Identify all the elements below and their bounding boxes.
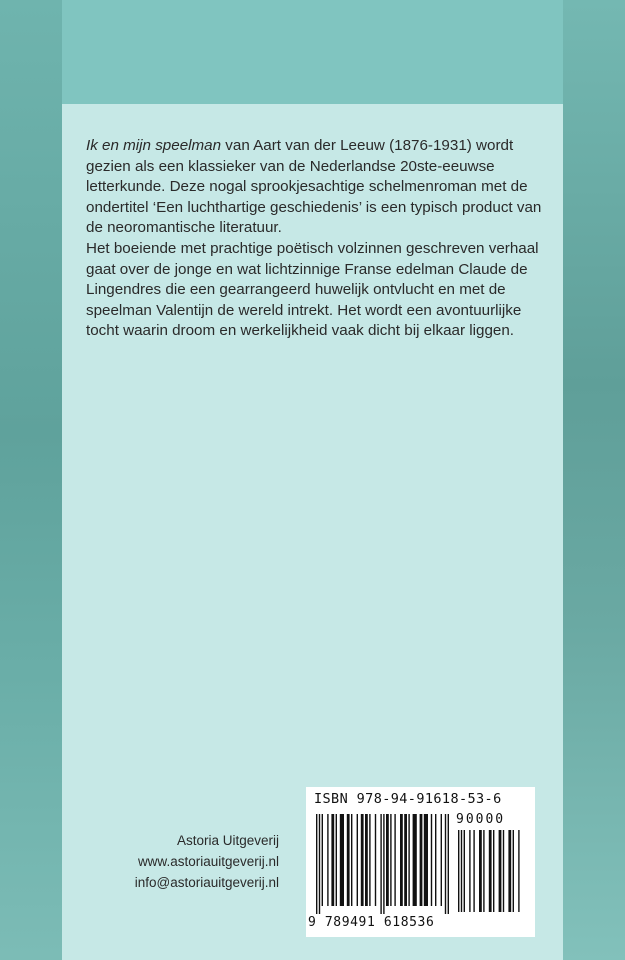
publisher-website: www.astoriauitgeverij.nl xyxy=(137,854,279,869)
cover-art-left-strip xyxy=(0,0,62,960)
back-cover-blurb xyxy=(86,136,556,342)
blurb-paragraph-2: Het boeiende met prachtige poëtisch volzinnen geschreven verhaal gaat over de jonge en wat lichtzinnige Franse edelman Claude de Lingendres die een gearrangeerd huwelijk ontvlucht en met de speelman Valentijn de wereld intrekt. Het wordt een avontuurlijke tocht waarin droom en werkelijkheid vaak dicht bij elkaar liggen. xyxy=(86,239,539,340)
barcode-addon-number: 90000 xyxy=(456,812,506,827)
isbn-label: ISBN 978-94-91618-53-6 xyxy=(314,791,502,807)
blurb-paragraph-1-text: van Aart van der Leeuw (1876-1931) wordt gezien als een klassieker van de Nederlandse 20ste-eeuwse letterkunde. Deze nogal sprookjesachtige schelmenroman met de ondertitel ‘Een luchthartige geschiedenis’ is een typisch product van de neoromantische literatuur. xyxy=(86,137,542,237)
ean-barcode-bars xyxy=(316,814,450,914)
publisher-info xyxy=(135,830,279,893)
publisher-name: Astoria Uitgeverij xyxy=(176,833,279,848)
publisher-email: info@astoriauitgeverij.nl xyxy=(134,875,279,890)
ean-number: 9 789491 618536 xyxy=(308,915,435,930)
cover-art-right-strip xyxy=(563,0,625,960)
top-color-band xyxy=(62,0,563,104)
isbn-barcode-box xyxy=(306,787,535,937)
addon-barcode-bars xyxy=(458,830,528,920)
book-title: Ik en mijn speelman xyxy=(86,137,222,154)
blurb-paragraph-1 xyxy=(86,136,556,239)
